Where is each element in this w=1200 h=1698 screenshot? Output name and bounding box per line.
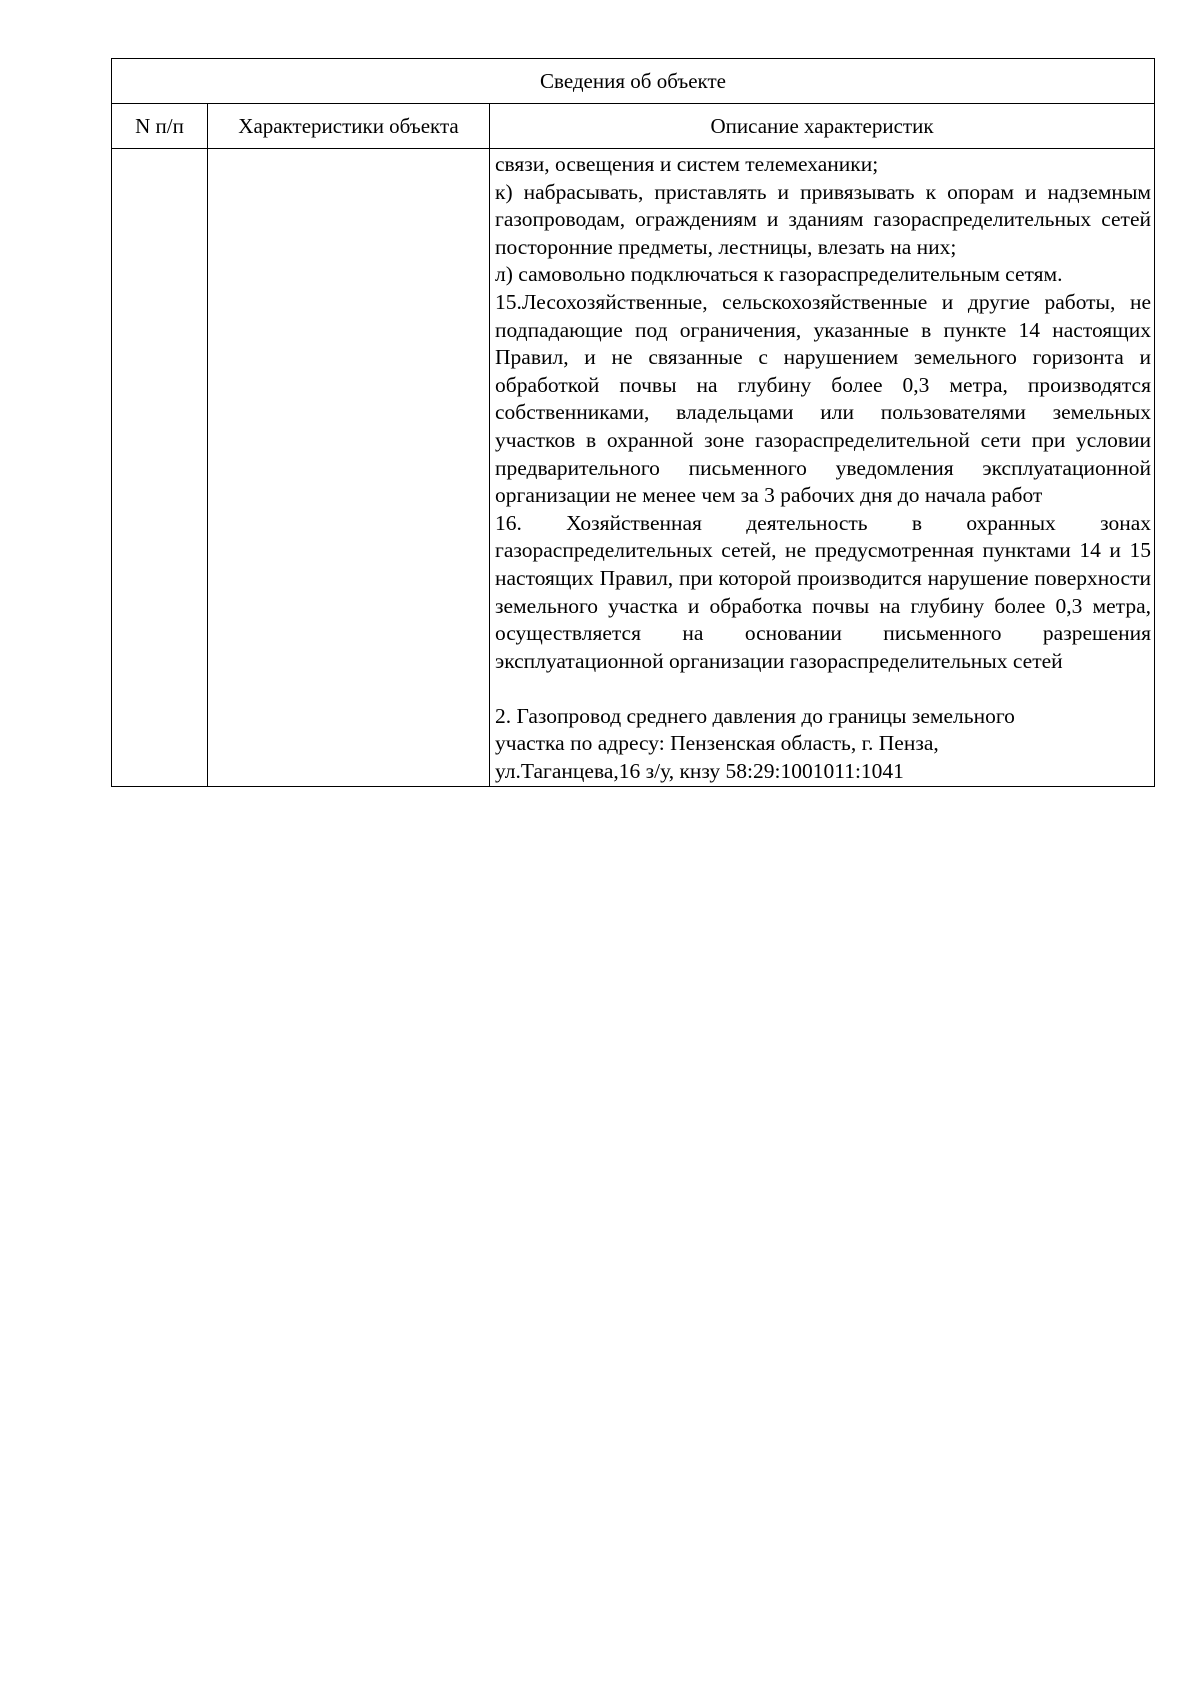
description-paragraph: 16. Хозяйственная деятельность в охранных зонах газораспределительных сетей, не предусмотренная пунктами 14 и 15 настоящих Правил, при которой производится нарушение поверхности земельного участка и обработка почвы на глубину более 0,3 метра, осуществляется на основании письменного разрешения эксплуатационной организации газораспределительных сетей [495, 510, 1151, 673]
description-paragraph: к) набрасывать, приставлять и привязывать к опорам и надземным газопроводам, ограждениям и зданиям газораспределительных сетей посторонние предметы, лестницы, влезать на них; [495, 179, 1151, 259]
header-description: Описание характеристик [490, 104, 1155, 149]
table-header-row [112, 104, 1155, 149]
table-title: Сведения об объекте [112, 59, 1155, 104]
description-paragraph: связи, освещения и систем телемеханики; [495, 152, 879, 176]
row-description-cell [490, 149, 1155, 787]
header-num: N п/п [112, 104, 208, 149]
table-row [112, 149, 1155, 787]
spacer [495, 675, 1151, 703]
address-line: ул.Таганцева,16 з/у, кнзу 58:29:1001011:1041 [495, 759, 904, 784]
row-characteristics-cell [208, 149, 490, 787]
address-line: 2. Газопровод среднего давления до границы земельного [495, 703, 1015, 728]
table-title-row [112, 59, 1155, 104]
row-num-cell [112, 149, 208, 787]
description-paragraph: л) самовольно подключаться к газораспределительным сетям. [495, 262, 1063, 287]
header-characteristics: Характеристики объекта [208, 104, 490, 149]
address-line: участка по адресу: Пензенская область, г. Пенза, [495, 731, 939, 756]
object-info-table [111, 58, 1155, 787]
description-paragraph: 15.Лесохозяйственные, сельскохозяйственные и другие работы, не подпадающие под ограничения, указанные в пункте 14 настоящих Правил, и не связанные с нарушением земельного горизонта и обработкой почвы на глубину более 0,3 метра, производятся собственниками, владельцами или пользователями земельных участков в охранной зоне газораспределительной сети при условии предварительного письменного уведомления эксплуатационной организации не менее чем за 3 рабочих дня до начала работ [495, 289, 1151, 508]
